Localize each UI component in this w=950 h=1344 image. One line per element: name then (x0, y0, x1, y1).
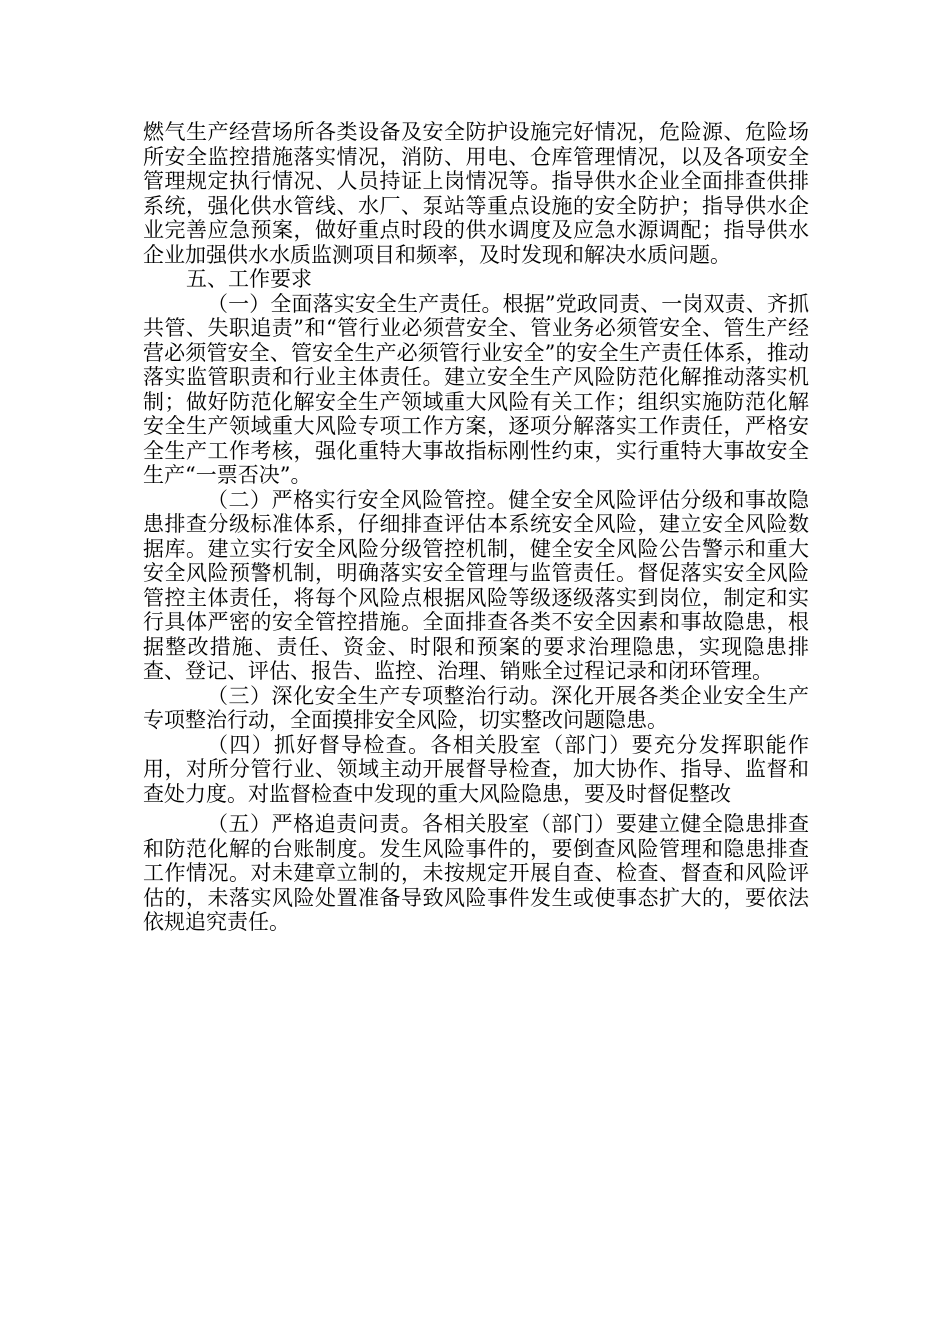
paragraph-item-1: （一）全面落实安全生产责任。根据”党政同责、一岗双责、齐抓共管、失职追责”和“管行业必须营安全、管业务必须管安全、管生产经营必须管安全、管安全生产必须管行业安全”的安全生产责任体系，推动落实监管职责和行业主体责任。建立安全生产风险防范化解推动落实机制；做好防范化解安全生产领域重大风险有关工作；组织实施防范化解安全生产领域重大风险专项工作方案，逐项分解落实工作责任，严格安全生产工作考核，强化重特大事故指标刚性约束，实行重特大事故安全生产“一票否决”。 (143, 291, 809, 487)
document-body (143, 120, 809, 935)
paragraph-item-4: （四）抓好督导检查。各相关股室（部门）要充分发挥职能作用，对所分管行业、领域主动开展督导检查，加大协作、指导、监督和查处力度。对监督检查中发现的重大风险隐患，要及时督促整改 (143, 732, 809, 806)
paragraph-item-5: （五）严格追责问责。各相关股室（部门）要建立健全隐患排查和防范化解的台账制度。发生风险事件的，要倒查风险管理和隐患排查工作情况。对未建章立制的，未按规定开展自查、检查、督查和风险评估的，未落实风险处置准备导致风险事件发生或使事态扩大的，要依法依规追究责任。 (143, 812, 809, 934)
paragraph-continuation: 燃气生产经营场所各类设备及安全防护设施完好情况，危险源、危险场所安全监控措施落实情况，消防、用电、仓库管理情况，以及各项安全管理规定执行情况、人员持证上岗情况等。指导供水企业全面排查供排系统，强化供水管线、水厂、泵站等重点设施的安全防护；指导供水企业完善应急预案，做好重点时段的供水调度及应急水源调配；指导供水企业加强供水水质监测项目和频率，及时发现和解决水质问题。 (143, 120, 809, 267)
paragraph-item-2: （二）严格实行安全风险管控。健全安全风险评估分级和事故隐患排查分级标准体系，仔细排查评估本系统安全风险，建立安全风险数据库。建立实行安全风险分级管控机制，健全安全风险公告警示和重大安全风险预警机制，明确落实安全管理与监管责任。督促落实安全风险管控主体责任，将每个风险点根据风险等级逐级落实到岗位，制定和实行具体严密的安全管控措施。全面排查各类不安全因素和事故隐患，根据整改措施、责任、资金、时限和预案的要求治理隐患，实现隐患排查、登记、评估、报告、监控、治理、销账全过程记录和闭环管理。 (143, 487, 809, 683)
paragraph-item-3: （三）深化安全生产专项整治行动。深化开展各类企业安全生产专项整治行动，全面摸排安全风险，切实整改问题隐患。 (143, 683, 809, 732)
section-heading-work-requirements: 五、工作要求 (186, 267, 312, 291)
